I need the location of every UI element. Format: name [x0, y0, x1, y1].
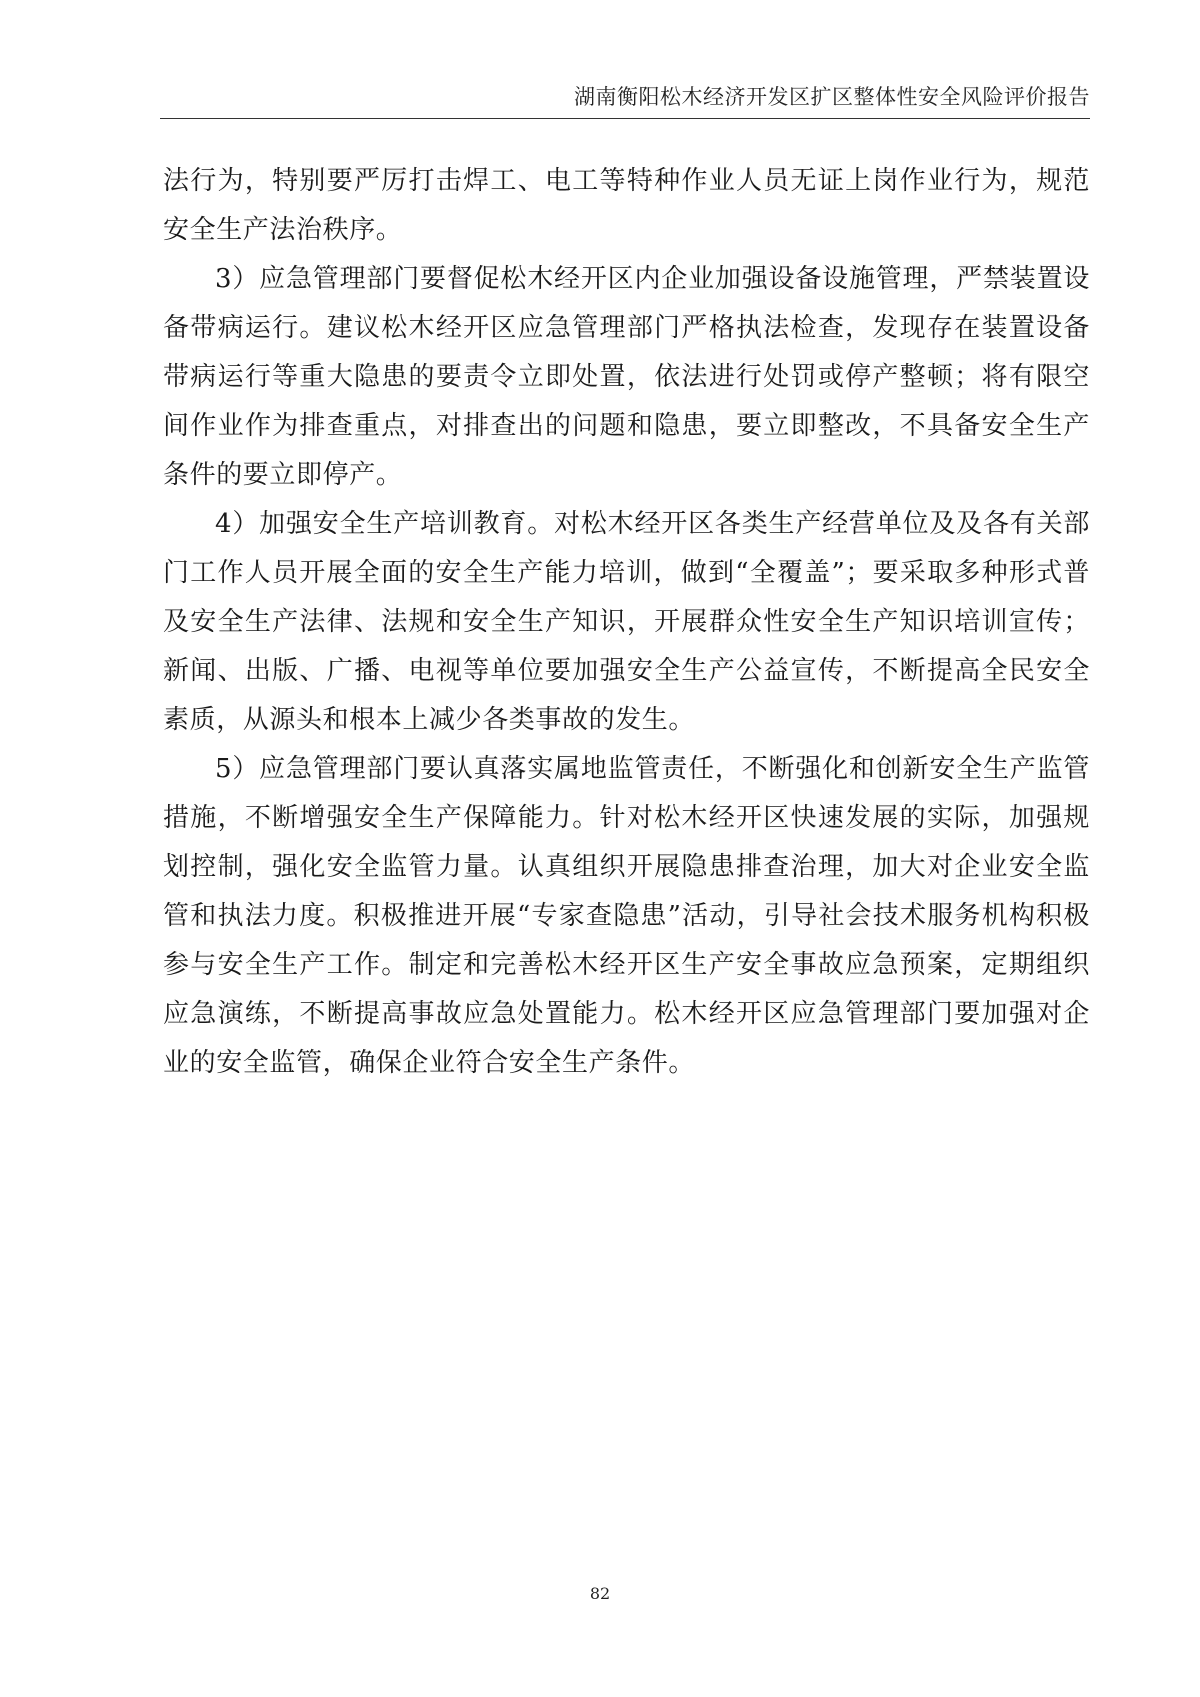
- header-rule: [160, 118, 1090, 119]
- paragraph-item-4: 4）加强安全生产培训教育。对松木经开区各类生产经营单位及及各有关部门工作人员开展全面的安全生产能力培训，做到“全覆盖”；要采取多种形式普及安全生产法律、法规和安全生产知识，开展群众性安全生产知识培训宣传；新闻、出版、广播、电视等单位要加强安全生产公益宣传，不断提高全民安全素质，从源头和根本上减少各类事故的发生。: [163, 509, 1090, 735]
- paragraph-item-5: 5）应急管理部门要认真落实属地监管责任，不断强化和创新安全生产监管措施，不断增强安全生产保障能力。针对松木经开区快速发展的实际，加强规划控制，强化安全监管力量。认真组织开展隐患排查治理，加大对企业安全监管和执法力度。积极推进开展“专家查隐患”活动，引导社会技术服务机构积极参与安全生产工作。制定和完善松木经开区生产安全事故应急预案，定期组织应急演练，不断提高事故应急处置能力。松木经开区应急管理部门要加强对企业的安全监管，确保企业符合安全生产条件。: [163, 754, 1090, 1078]
- paragraph-item-3: 3）应急管理部门要督促松木经开区内企业加强设备设施管理，严禁装置设备带病运行。建议松木经开区应急管理部门严格执法检查，发现存在装置设备带病运行等重大隐患的要责令立即处置，依法进行处罚或停产整顿；将有限空间作业作为排查重点，对排查出的问题和隐患，要立即整改，不具备安全生产条件的要立即停产。: [163, 264, 1090, 490]
- page-number: 82: [589, 1584, 611, 1603]
- body-text: [163, 157, 1090, 1088]
- paragraph-continuation: 法行为，特别要严厉打击焊工、电工等特种作业人员无证上岗作业行为，规范安全生产法治秩序。: [163, 166, 1090, 245]
- running-header: 湖南衡阳松木经济开发区扩区整体性安全风险评价报告: [574, 85, 1090, 109]
